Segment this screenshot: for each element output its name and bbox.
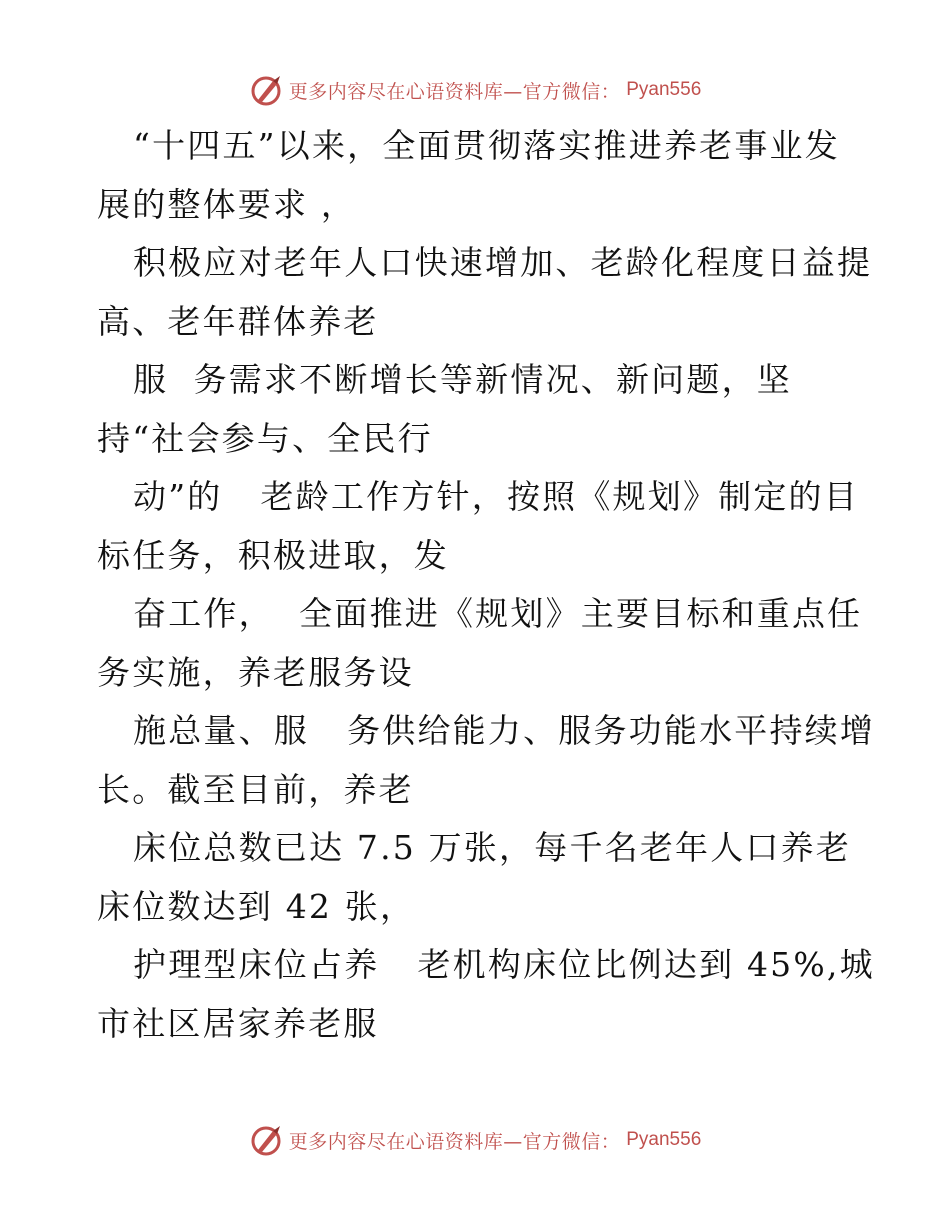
body-line: 床位数达到 42 张， (97, 886, 416, 926)
footer-watermark (0, 1120, 950, 1160)
body-line: 持“社会参与、全民行 (97, 418, 433, 458)
watermark-text: 更多内容尽在心语资料库—官方微信： (288, 80, 621, 103)
body-line: 标任务，积极进取，发 (97, 535, 449, 575)
body-line: 展的整体要求 ， (97, 184, 357, 224)
quill-pen-logo-icon (249, 73, 283, 107)
body-line: 动”的 老龄工作方针，按照《规划》制定的目 (133, 477, 859, 516)
body-line: 护理型床位占养 老机构床位比例达到 45%,城 (133, 945, 875, 984)
watermark-wechat-id: Pyan556 (626, 79, 702, 100)
watermark-wechat-id: Pyan556 (626, 1129, 702, 1150)
body-line: 积极应对老年人口快速增加、老龄化程度日益提 (133, 243, 873, 282)
body-line: 服 务需求不断增长等新情况、新问题，坚 (133, 360, 792, 399)
body-line: “十四五”以来，全面贯彻落实推进养老事业发 (133, 126, 840, 165)
document-body (97, 117, 876, 1053)
body-line: 高、老年群体养老 (97, 301, 379, 341)
body-line: 市社区居家养老服 (97, 1003, 379, 1043)
watermark-text: 更多内容尽在心语资料库—官方微信： (288, 1130, 621, 1153)
body-line: 床位总数已达 7.5 万张，每千名老年人口养老 (133, 828, 852, 867)
body-line: 长。截至目前，养老 (97, 769, 414, 809)
body-line: 施总量、服 务供给能力、服务功能水平持续增 (133, 711, 876, 750)
body-line: 务实施，养老服务设 (97, 652, 414, 692)
quill-pen-logo-icon (249, 1123, 283, 1157)
body-line: 奋工作， 全面推进《规划》主要目标和重点任 (133, 594, 863, 633)
header-watermark (0, 70, 950, 110)
